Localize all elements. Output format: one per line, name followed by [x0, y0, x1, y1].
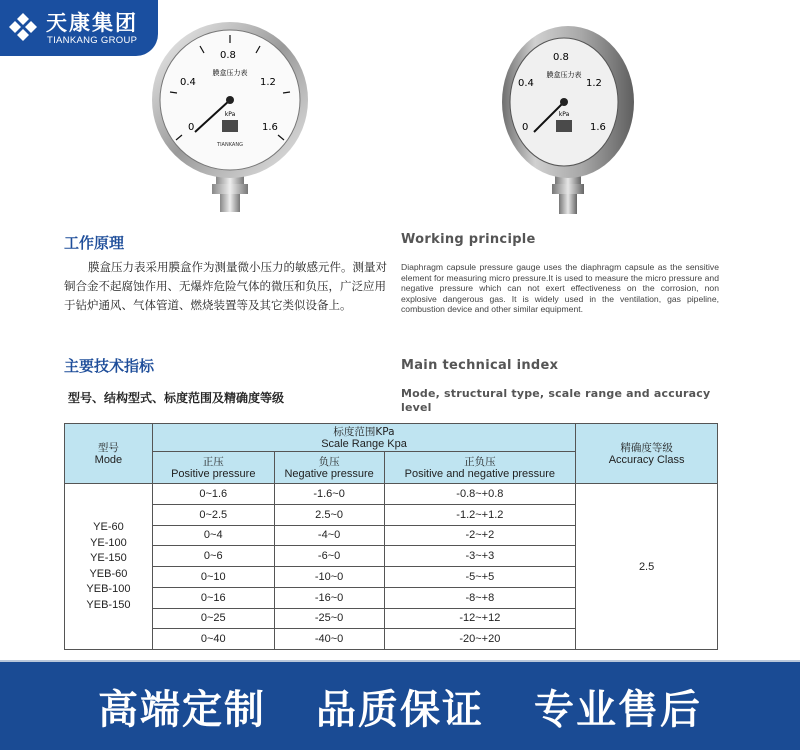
positive-cell: 0~2.5	[152, 504, 274, 525]
model-list-cell	[65, 484, 153, 650]
spec-table	[64, 423, 718, 650]
positive-cell: 0~25	[152, 608, 274, 629]
technical-index-heading-cn: 主要技术指标	[64, 357, 155, 375]
model-name: YE-150	[90, 552, 127, 564]
pos-neg-cell: -12~+12	[384, 608, 576, 629]
svg-text:膜盒压力表: 膜盒压力表	[546, 71, 582, 79]
technical-index-subheading-en: Mode, structural type, scale range and accuracy level	[401, 387, 711, 414]
working-principle-text-en: Diaphragm capsule pressure gauge uses the diaphragm capsule as the sensitive element for measuring micro pressure.It is used to measure the micro pressure and negative pressure which can not exert effectiveness on the corrosion, non explosive dangerous gas. It is widely used in the ventilation, gas pipeline, combustion device and other similar equipment.	[401, 262, 719, 315]
negative-cell: 2.5~0	[274, 504, 384, 525]
slogan-custom: 高端定制	[98, 686, 266, 733]
header-positive-pressure: 正压 Positive pressure	[152, 452, 274, 484]
slogan-banner	[0, 662, 800, 750]
svg-text:1.6: 1.6	[262, 122, 278, 133]
svg-text:1.6: 1.6	[590, 122, 606, 133]
svg-text:TIANKANG: TIANKANG	[217, 142, 243, 148]
negative-cell: -6~0	[274, 546, 384, 567]
working-principle-text-cn: 膜盒压力表采用膜盒作为测量微小压力的敏感元件。测量对铜合金不起腐蚀作用、无爆炸危险气体的微压和负压，广泛应用于钻炉通风、气体管道、燃烧装置等及其它类似设备上。	[64, 260, 387, 312]
pressure-gauge-image-1	[150, 20, 310, 216]
slogan-quality: 品质保证	[316, 686, 484, 733]
model-name: YE-60	[93, 521, 124, 533]
header-mode: 型号 Mode	[65, 424, 153, 484]
svg-text:0: 0	[522, 122, 529, 133]
positive-cell: 0~1.6	[152, 484, 274, 505]
brand-name-en: TIANKANG GROUP	[47, 35, 138, 46]
pos-neg-cell: -3~+3	[384, 546, 576, 567]
header-accuracy-class: 精确度等级 Accuracy Class	[576, 424, 718, 484]
header-scale-range: 标度范围KPa Scale Range Kpa	[152, 424, 575, 452]
technical-index-heading-en: Main technical index	[401, 358, 559, 373]
pos-neg-cell: -8~+8	[384, 587, 576, 608]
negative-cell: -16~0	[274, 587, 384, 608]
pos-neg-cell: -20~+20	[384, 629, 576, 650]
svg-text:0: 0	[188, 122, 195, 133]
negative-cell: -1.6~0	[274, 484, 384, 505]
header-positive-negative-pressure: 正负压 Positive and negative pressure	[384, 452, 576, 484]
model-name: YE-100	[90, 536, 127, 549]
model-name: YEB-60	[89, 567, 128, 580]
brand-mark-icon	[8, 12, 38, 42]
brand-name-cn: 天康集团	[46, 11, 138, 35]
pressure-gauge-image-2	[498, 20, 638, 216]
positive-cell: 0~4	[152, 525, 274, 546]
pos-neg-cell: -0.8~+0.8	[384, 484, 576, 505]
table-row	[65, 484, 718, 505]
slogan-service: 专业售后	[534, 686, 702, 733]
negative-cell: -25~0	[274, 608, 384, 629]
working-principle-heading-cn: 工作原理	[64, 234, 125, 252]
svg-text:膜盒压力表: 膜盒压力表	[212, 69, 248, 77]
svg-text:0.4: 0.4	[518, 78, 534, 89]
positive-cell: 0~40	[152, 629, 274, 650]
positive-cell: 0~16	[152, 587, 274, 608]
svg-text:0.8: 0.8	[553, 52, 569, 63]
negative-cell: -40~0	[274, 629, 384, 650]
technical-index-subheading-cn: 型号、结构型式、标度范围及精确度等级	[68, 391, 285, 405]
negative-cell: -4~0	[274, 525, 384, 546]
svg-text:0.4: 0.4	[180, 77, 196, 88]
header-negative-pressure: 负压 Negative pressure	[274, 452, 384, 484]
positive-cell: 0~6	[152, 546, 274, 567]
working-principle-heading-en: Working principle	[401, 232, 536, 247]
negative-cell: -10~0	[274, 567, 384, 588]
pos-neg-cell: -5~+5	[384, 567, 576, 588]
model-name: YEB-100	[86, 583, 131, 595]
accuracy-cell: 2.5	[576, 484, 718, 650]
pos-neg-cell: -1.2~+1.2	[384, 504, 576, 525]
model-name: YEB-150	[86, 598, 131, 611]
svg-text:1.2: 1.2	[586, 78, 602, 89]
brand-logo	[0, 0, 158, 56]
positive-cell: 0~10	[152, 567, 274, 588]
svg-text:0.8: 0.8	[220, 50, 236, 61]
svg-text:1.2: 1.2	[260, 77, 276, 88]
svg-text:kPa: kPa	[224, 111, 236, 118]
pos-neg-cell: -2~+2	[384, 525, 576, 546]
svg-text:kPa: kPa	[558, 111, 570, 118]
